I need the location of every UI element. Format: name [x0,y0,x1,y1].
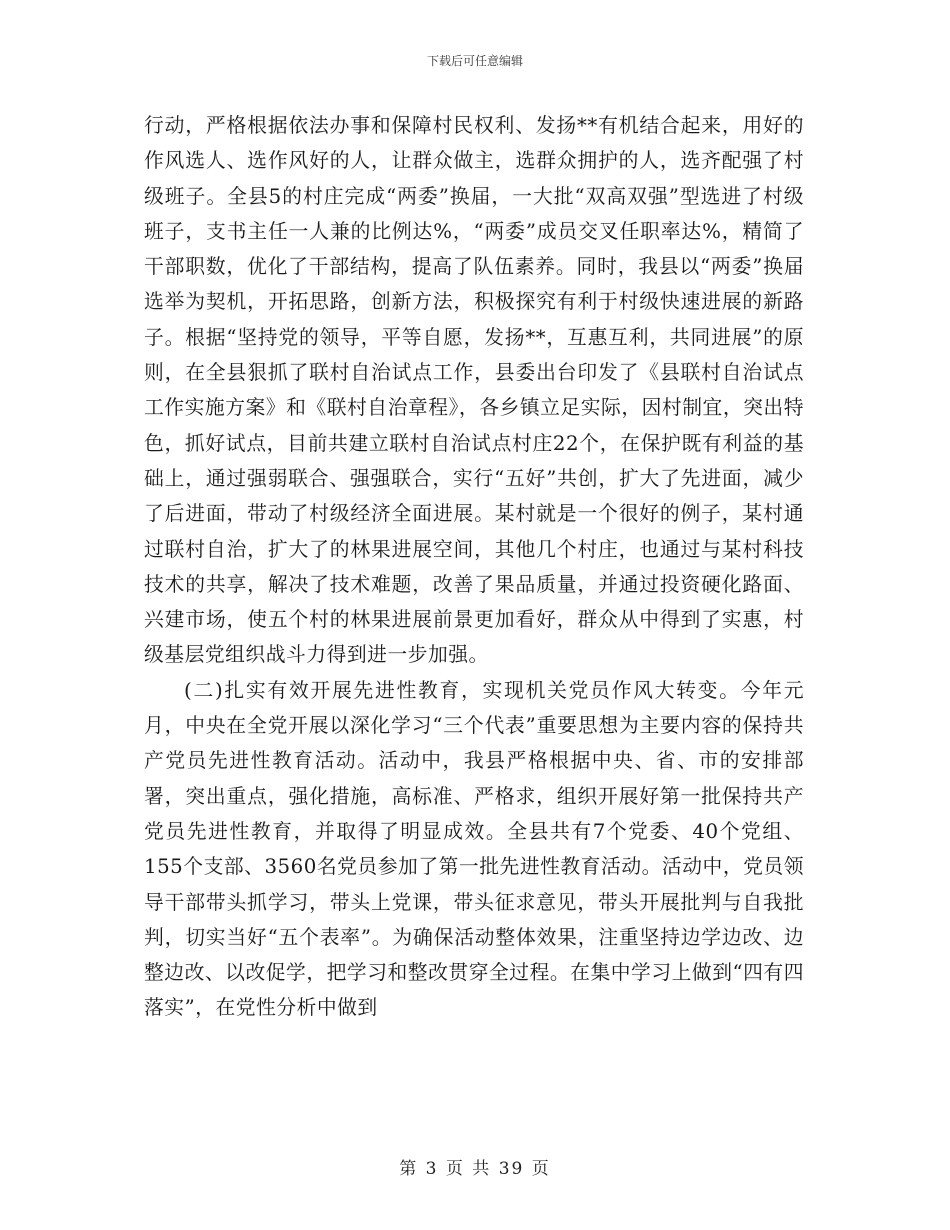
page-footer: 第 3 页 共 39 页 [399,1159,551,1179]
page-header: 下载后可任意编辑 [426,54,523,68]
document-body [144,108,804,1026]
paragraph-1: 行动，严格根据依法办事和保障村民权利、发扬**有机结合起来，用好的作风选人、选作风好的人，让群众做主，选群众拥护的人，选齐配强了村级班子。全县5的村庄完成“两委”换届，一大批“双高双强”型选进了村级班子，支书主任一人兼的比例达%，“两委”成员交叉任职率达%，精简了干部职数，优化了干部结构，提高了队伍素养。同时，我县以“两委”换届选举为契机，开拓思路，创新方法，积极探究有利于村级快速进展的新路子。根据“坚持党的领导，平等自愿，发扬**，互惠互利，共同进展”的原则，在全县狠抓了联村自治试点工作，县委出台印发了《县联村自治试点工作实施方案》和《联村自治章程》，各乡镇立足实际，因村制宜，突出特色，抓好试点，目前共建立联村自治试点村庄22个，在保护既有利益的基础上，通过强弱联合、强强联合，实行“五好”共创，扩大了先进面，减少了后进面，带动了村级经济全面进展。某村就是一个很好的例子，某村通过联村自治，扩大了的林果进展空间，其他几个村庄，也通过与某村科技技术的共享，解决了技术难题，改善了果品质量，并通过投资硬化路面、兴建市场，使五个村的林果进展前景更加看好，群众从中得到了实惠，村级基层党组织战斗力得到进一步加强。 [144,114,804,667]
paragraph-2: (二)扎实有效开展先进性教育，实现机关党员作风大转变。今年元月，中央在全党开展以深化学习“三个代表”重要思想为主要内容的保持共产党员先进性教育活动。活动中，我县严格根据中央、省、市的安排部署，突出重点，强化措施，高标准、严格求，组织开展好第一批保持共产党员先进性教育，并取得了明显成效。全县共有7个党委、40个党组、155个支部、3560名党员参加了第一批先进性教育活动。活动中，党员领导干部带头抓学习，带头上党课，带头征求意见，带头开展批判与自我批判，切实当好“五个表率”。为确保活动整体效果，注重坚持边学边改、边整边改、以改促学，把学习和整改贯穿全过程。在集中学习上做到“四有四落实”，在党性分析中做到 [144,678,804,1020]
